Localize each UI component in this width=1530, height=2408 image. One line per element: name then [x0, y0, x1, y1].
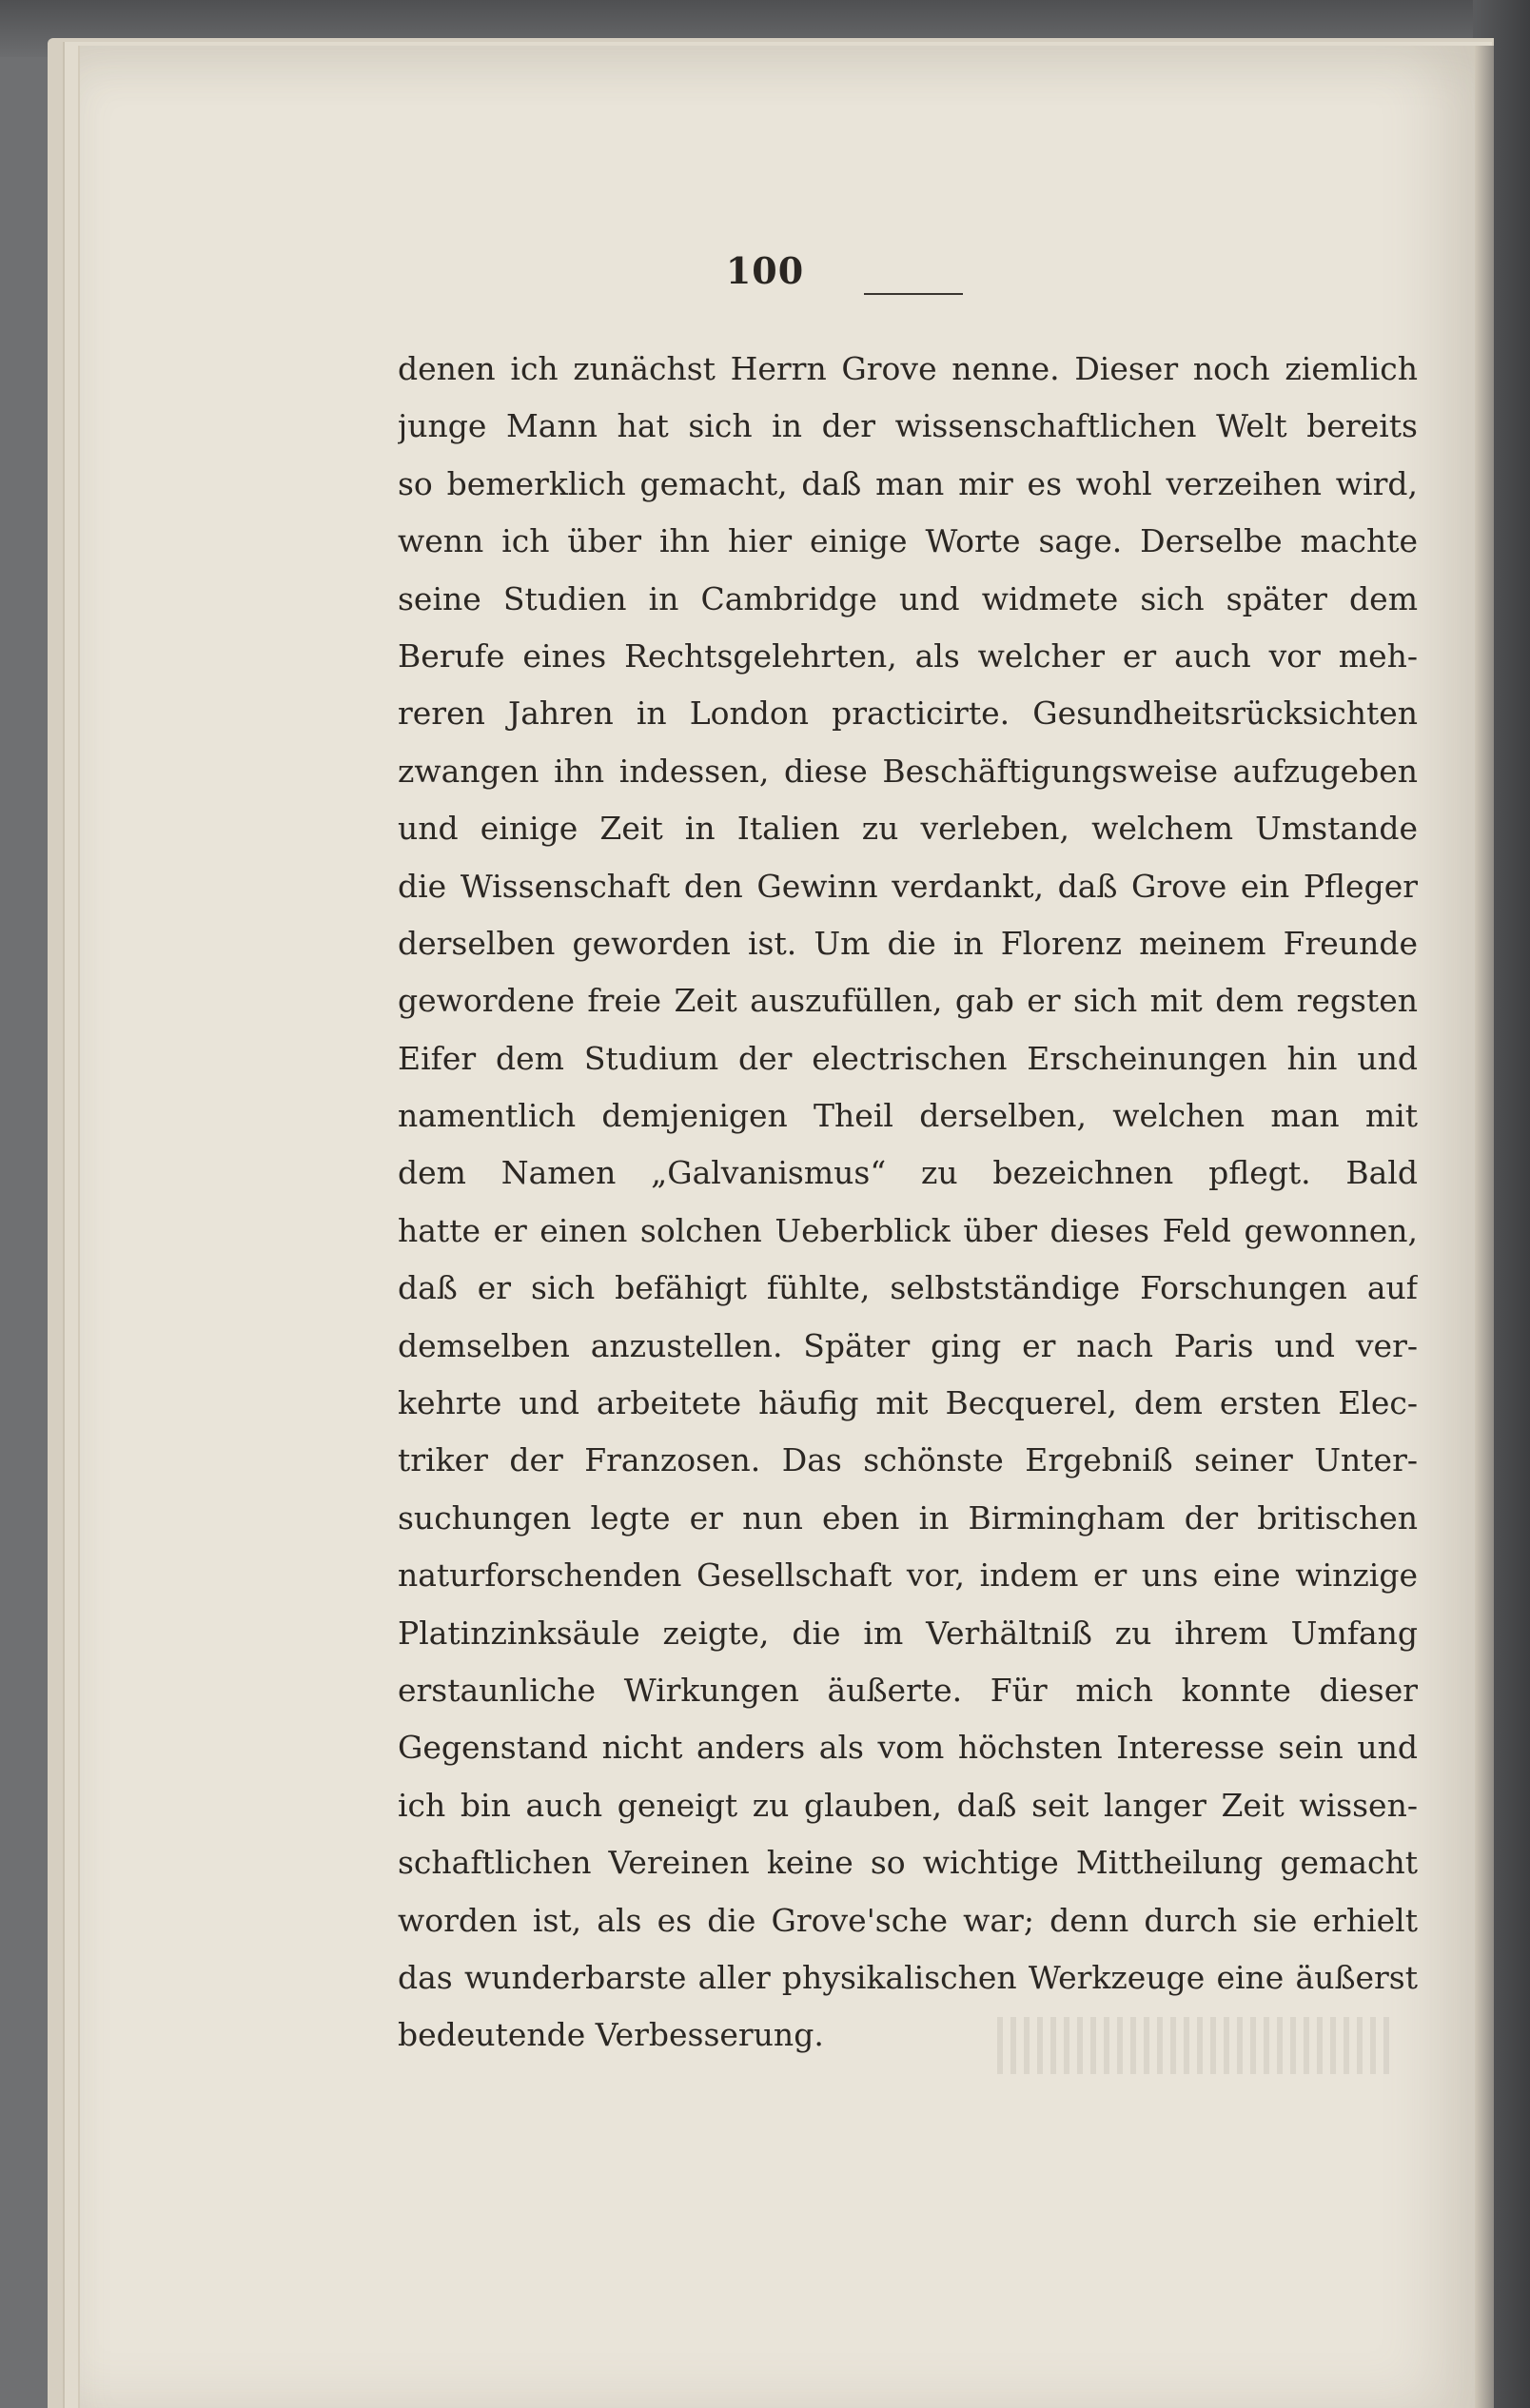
text-line: daß er sich befähigt fühlte, selbstständige Forschungen auf	[398, 1269, 1418, 1307]
text-line: schaftlichen Vereinen keine so wichtige Mittheilung gemacht	[398, 1844, 1418, 1882]
text-line: naturforschenden Gesellschaft vor, indem er uns eine winzige	[398, 1556, 1418, 1595]
text-line: worden ist, als es die Grove'sche war; denn durch sie erhielt	[398, 1901, 1418, 1939]
text-line: bedeutende Verbesserung.	[398, 2016, 824, 2054]
body-text	[398, 341, 1418, 2065]
text-line: wenn ich über ihn hier einige Worte sage. Derselbe machte	[398, 522, 1418, 560]
page-number: 100	[725, 249, 805, 292]
text-line: reren Jahren in London practicirte. Gesundheitsrücksichten	[398, 695, 1418, 733]
text-line: zwangen ihn indessen, diese Beschäftigungsweise aufzugeben	[398, 752, 1418, 790]
text-line: hatte er einen solchen Ueberblick über dieses Feld gewonnen,	[398, 1211, 1418, 1249]
text-line: suchungen legte er nun eben in Birmingham der britischen	[398, 1498, 1418, 1537]
text-line: so bemerklich gemacht, daß man mir es wohl verzeihen wird,	[398, 464, 1418, 502]
page-gutter-shadow	[1475, 46, 1494, 2408]
text-line: namentlich demjenigen Theil derselben, welchen man mit	[398, 1097, 1418, 1135]
text-line: ich bin auch geneigt zu glauben, daß seit langer Zeit wissen-	[398, 1786, 1418, 1824]
text-line: Platinzinksäule zeigte, die im Verhältniß zu ihrem Umfang	[398, 1614, 1418, 1652]
text-line: Gegenstand nicht anders als vom höchsten Interesse sein und	[398, 1729, 1418, 1767]
text-line: das wunderbarste aller physikalischen Werkzeuge eine äußerst	[398, 1958, 1418, 1996]
text-line: demselben anzustellen. Später ging er nach Paris und ver-	[398, 1326, 1418, 1364]
text-line: dem Namen „Galvanismus“ zu bezeichnen pflegt. Bald	[398, 1154, 1418, 1192]
text-line: Berufe eines Rechtsgelehrten, als welcher er auch vor meh-	[398, 636, 1418, 675]
text-line: gewordene freie Zeit auszufüllen, gab er sich mit dem regsten	[398, 982, 1418, 1020]
page-number-rule	[864, 293, 963, 295]
text-line: erstaunliche Wirkungen äußerte. Für mich konnte dieser	[398, 1671, 1418, 1709]
text-line: junge Mann hat sich in der wissenschaftlichen Welt bereits	[398, 407, 1418, 445]
text-line: kehrte und arbeitete häufig mit Becquerel, dem ersten Elec-	[398, 1384, 1418, 1422]
text-line: Eifer dem Studium der electrischen Erscheinungen hin und	[398, 1039, 1418, 1077]
text-line: und einige Zeit in Italien zu verleben, welchem Umstande	[398, 810, 1418, 848]
show-through-bleed	[990, 2017, 1389, 2074]
text-line: die Wissenschaft den Gewinn verdankt, daß Grove ein Pfleger	[398, 867, 1418, 905]
text-line: triker der Franzosen. Das schönste Ergebniß seiner Unter-	[398, 1441, 1418, 1479]
text-line: seine Studien in Cambridge und widmete sich später dem	[398, 579, 1418, 617]
text-line: denen ich zunächst Herrn Grove nenne. Dieser noch ziemlich	[398, 350, 1418, 387]
text-line: derselben geworden ist. Um die in Florenz meinem Freunde	[398, 924, 1418, 962]
